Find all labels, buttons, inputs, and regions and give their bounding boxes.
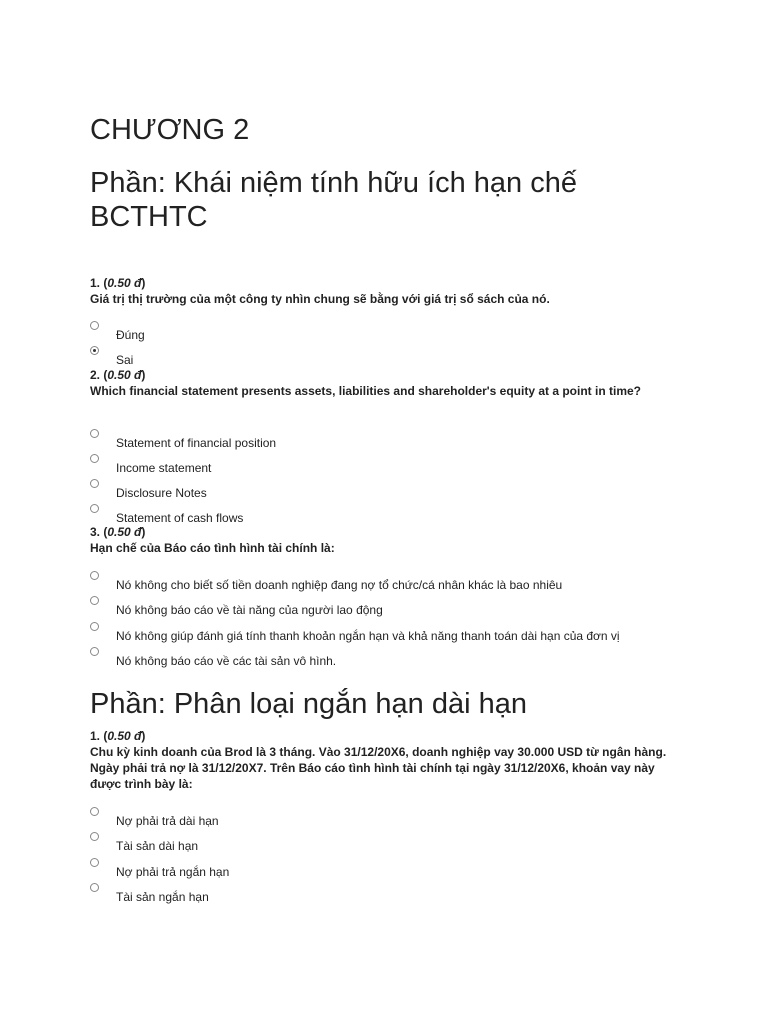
- option-label: Statement of financial position: [116, 436, 277, 450]
- option-label: Statement of cash flows: [116, 511, 244, 525]
- option-label: Nó không giúp đánh giá tính thanh khoản ngắn hạn và khả năng thanh toán dài hạn của đơn vị: [116, 629, 620, 643]
- section-title: Phần: Phân loại ngắn hạn dài hạn: [90, 688, 527, 720]
- question-points: 0.50 đ: [107, 729, 142, 743]
- radio-button[interactable]: [90, 454, 99, 463]
- radio-button[interactable]: [90, 622, 99, 631]
- radio-button[interactable]: [90, 647, 99, 656]
- radio-button[interactable]: [90, 504, 99, 513]
- section-title: Phần: Khái niệm tính hữu ích hạn chế BCTHTC: [90, 167, 577, 233]
- question-number: 1. (0.50 đ): [90, 276, 146, 290]
- option-label: Nó không báo cáo về các tài sản vô hình.: [116, 654, 337, 668]
- radio-button[interactable]: [90, 832, 99, 841]
- question-text: Which financial statement presents assets, liabilities and shareholder's equity at a point in time?: [90, 384, 641, 398]
- radio-button[interactable]: [90, 807, 99, 816]
- radio-button[interactable]: [90, 883, 99, 892]
- option-label: Tài sản dài hạn: [116, 839, 199, 853]
- question-text: Hạn chế của Báo cáo tình hình tài chính là:: [90, 541, 335, 555]
- question-number: 2. (0.50 đ): [90, 368, 146, 382]
- option-label: Sai: [116, 353, 134, 367]
- option-label: Nó không báo cáo về tài năng của người lao động: [116, 603, 383, 617]
- option-label: Nợ phải trả dài hạn: [116, 814, 219, 828]
- radio-button[interactable]: [90, 479, 99, 488]
- option-label: Đúng: [116, 328, 145, 342]
- question-number: 1. (0.50 đ): [90, 729, 146, 743]
- option-label: Disclosure Notes: [116, 486, 207, 500]
- question-text: Chu kỳ kinh doanh của Brod là 3 tháng. Vào 31/12/20X6, doanh nghiệp vay 30.000 USD từ ngân hàng. Ngày phải trả nợ là 31/12/20X7. Trên Báo cáo tình hình tài chính tại ngày 31/12/20X6, khoản vay này được trình bày là:: [90, 745, 667, 791]
- option-label: Nợ phải trả ngắn hạn: [116, 865, 230, 879]
- question-points: 0.50 đ: [107, 276, 142, 290]
- radio-button[interactable]: [90, 858, 99, 867]
- question-points: 0.50 đ: [107, 368, 142, 382]
- radio-button[interactable]: [90, 429, 99, 438]
- radio-button-selected[interactable]: [90, 346, 99, 355]
- option-label: Nó không cho biết số tiền doanh nghiệp đang nợ tổ chức/cá nhân khác là bao nhiêu: [116, 578, 563, 592]
- question-number: 3. (0.50 đ): [90, 525, 146, 539]
- chapter-title: CHƯƠNG 2: [90, 114, 250, 146]
- option-label: Income statement: [116, 461, 212, 475]
- question-points: 0.50 đ: [107, 525, 142, 539]
- radio-button[interactable]: [90, 571, 99, 580]
- radio-button[interactable]: [90, 321, 99, 330]
- radio-button[interactable]: [90, 596, 99, 605]
- option-label: Tài sản ngắn hạn: [116, 890, 209, 904]
- question-text: Giá trị thị trường của một công ty nhìn chung sẽ bằng với giá trị sổ sách của nó.: [90, 292, 550, 306]
